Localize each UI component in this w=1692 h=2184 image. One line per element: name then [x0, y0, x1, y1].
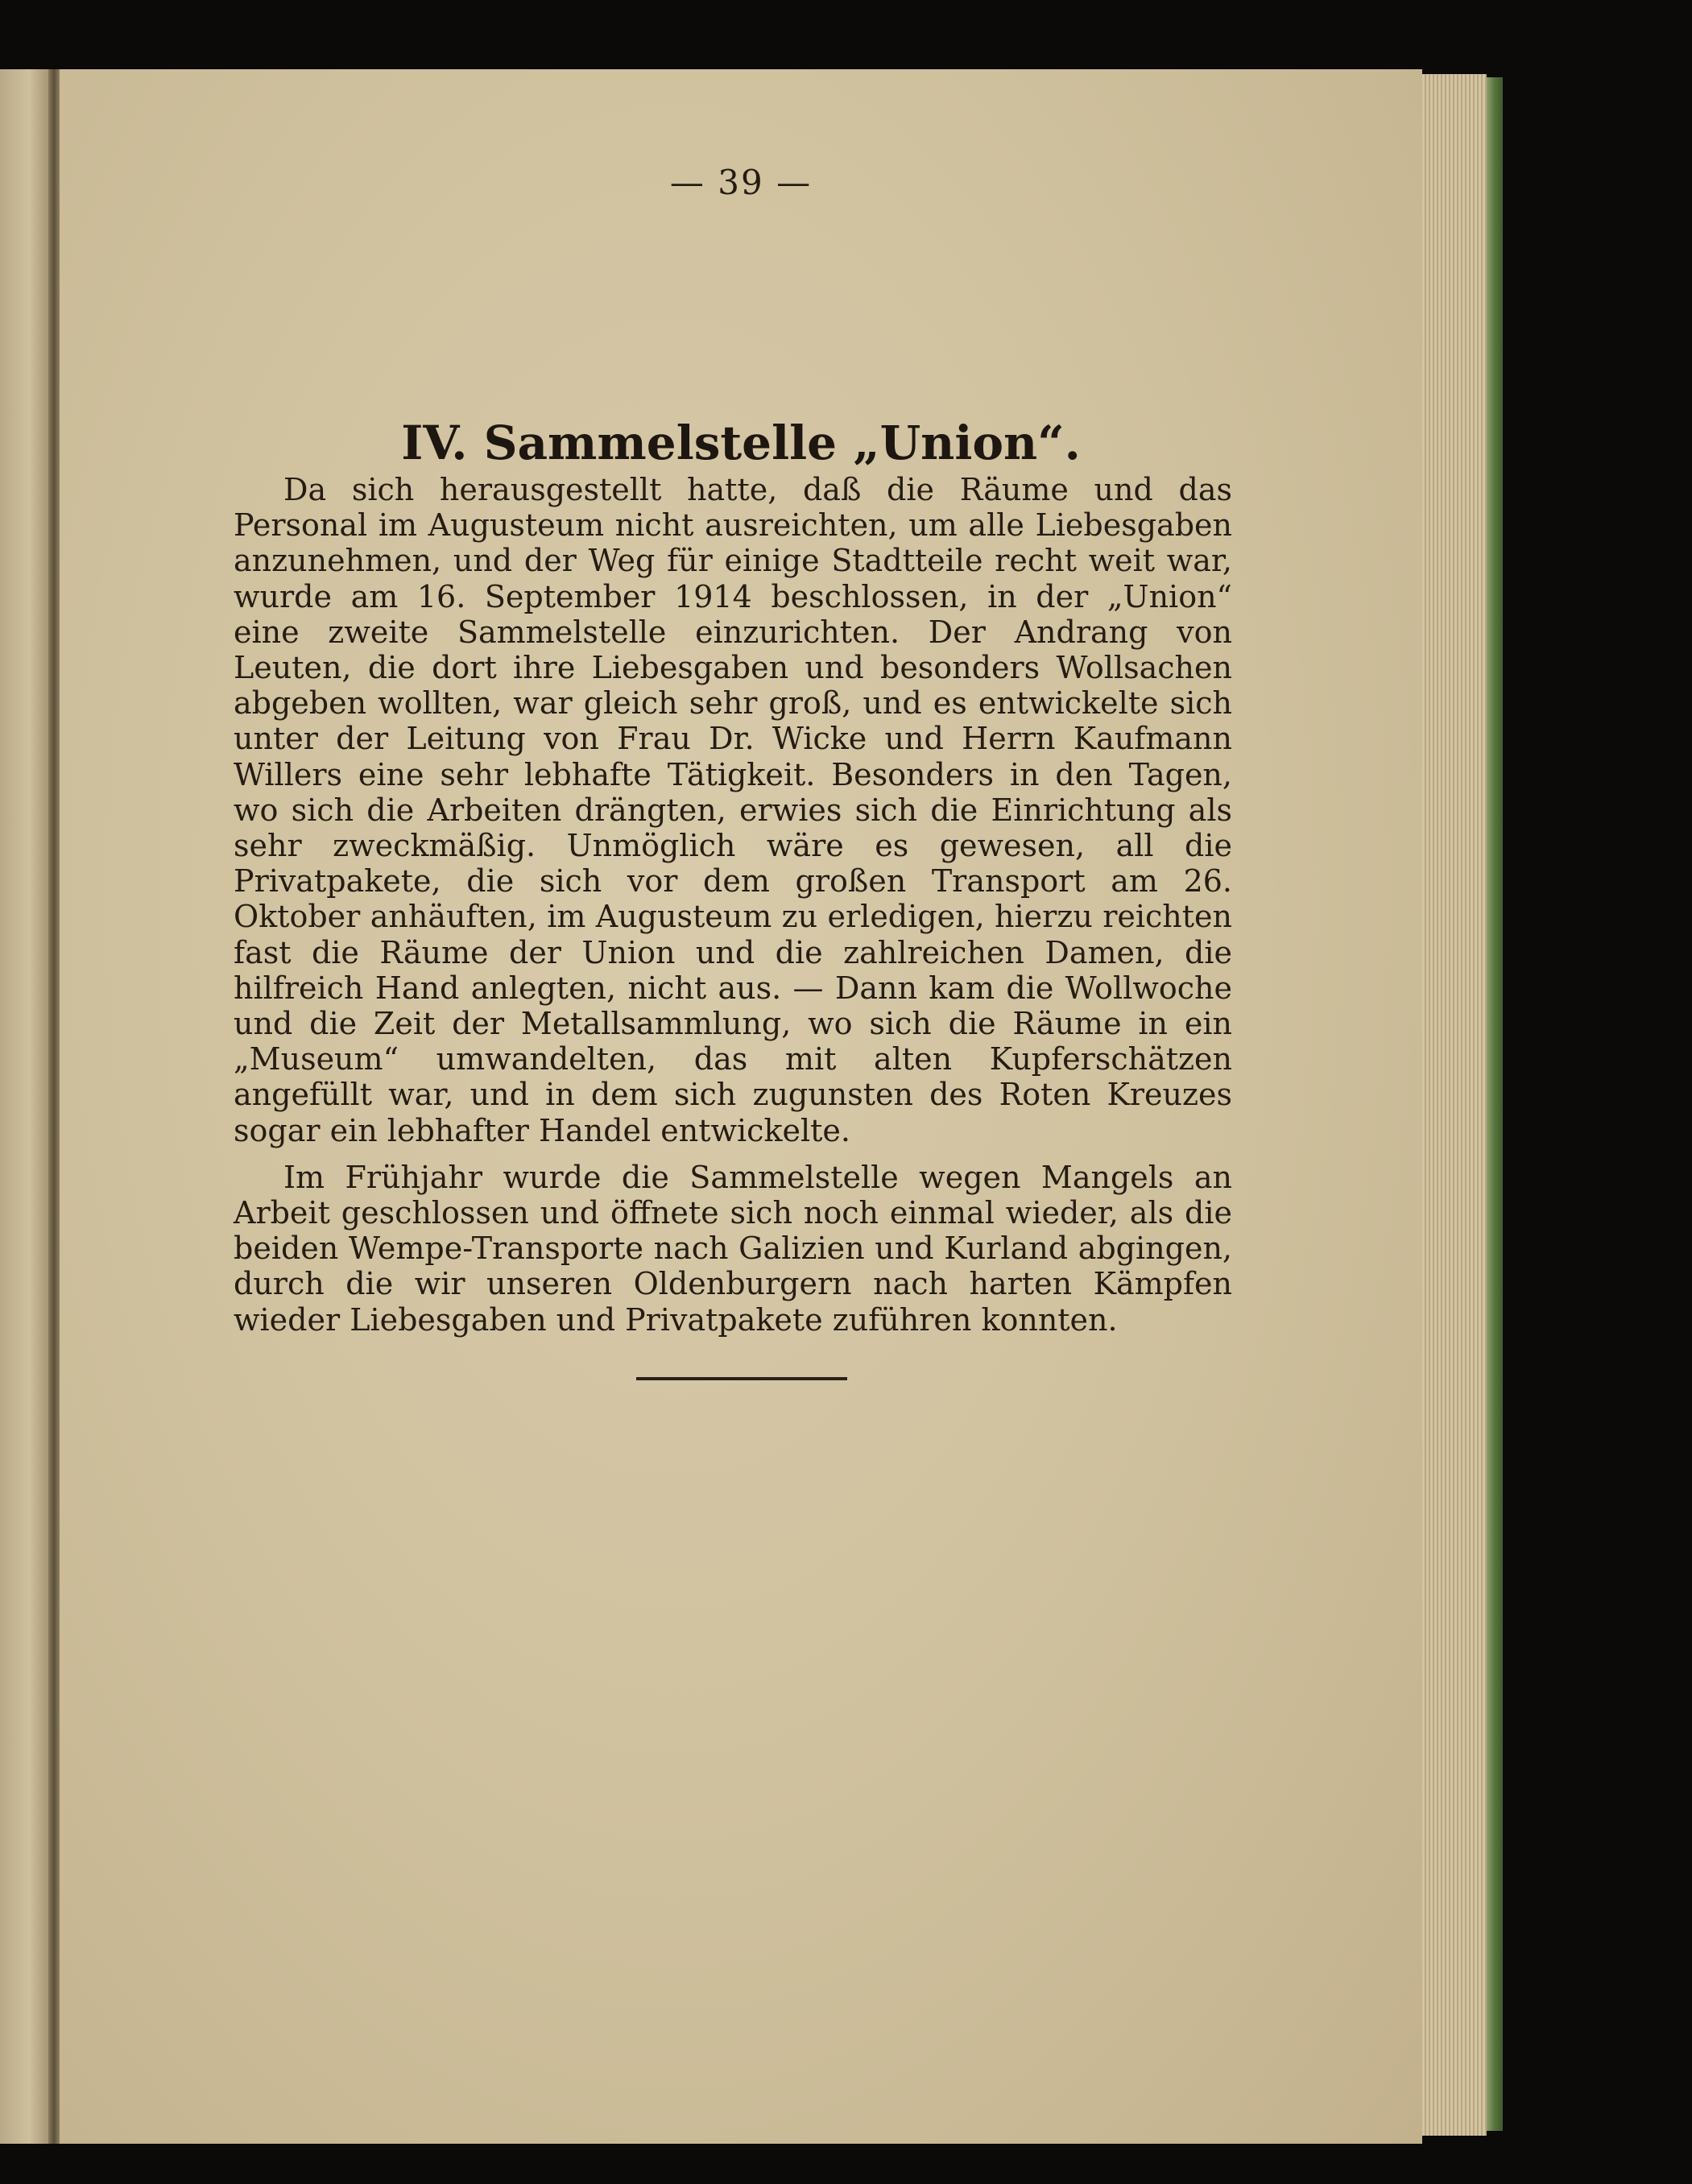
book-page: [60, 69, 1422, 2144]
paragraph-1: Da sich herausgestellt hatte, daß die Räume und das Personal im Augusteum nicht ausreichten, um alle Liebesgaben anzunehmen, und der Weg für einige Stadtteile recht weit war, wurde am 16. September 1914 beschlossen, in der „Union“ eine zweite Sammelstelle einzurichten. Der Andrang von Leuten, die dort ihre Liebesgaben und besonders Wollsachen abgeben wollten, war gleich sehr groß, und es entwickelte sich unter der Leitung von Frau Dr. Wicke und Herrn Kaufmann Willers eine sehr lebhafte Tätigkeit. Besonders in den Tagen, wo sich die Arbeiten drängten, erwies sich die Einrichtung als sehr zweckmäßig. Unmöglich wäre es gewesen, all die Privatpakete, die sich vor dem großen Transport am 26. Oktober anhäuften, im Augusteum zu erledigen, hierzu reichten fast die Räume der Union und die zahlreichen Damen, die hilfreich Hand anlegten, nicht aus. — Dann kam die Wollwoche und die Zeit der Metallsammlung, wo sich die Räume in ein „Museum“ umwandelten, das mit alten Kupferschätzen angefüllt war, und in dem sich zugunsten des Roten Kreuzes sogar ein lebhafter Handel entwickelte.: [234, 472, 1232, 1148]
book-cover-edge: [1487, 77, 1503, 2131]
paragraph-2: Im Frühjahr wurde die Sammelstelle wegen Mangels an Arbeit geschlossen und öffnete sich noch einmal wieder, als die beiden Wempe-Transporte nach Galizien und Kurland abgingen, durch die wir unseren Oldenburgern nach harten Kämpfen wieder Liebesgaben und Privatpakete zuführen konnten.: [234, 1159, 1232, 1338]
book-gutter: [48, 69, 60, 2144]
page-number: — 39 —: [669, 163, 813, 202]
page-edges: [1422, 74, 1487, 2136]
section-title: IV. Sammelstelle „Union“.: [401, 416, 1081, 470]
facing-page-edge: [0, 69, 48, 2144]
section-end-rule: [636, 1377, 847, 1380]
body-text: [234, 472, 1232, 1338]
